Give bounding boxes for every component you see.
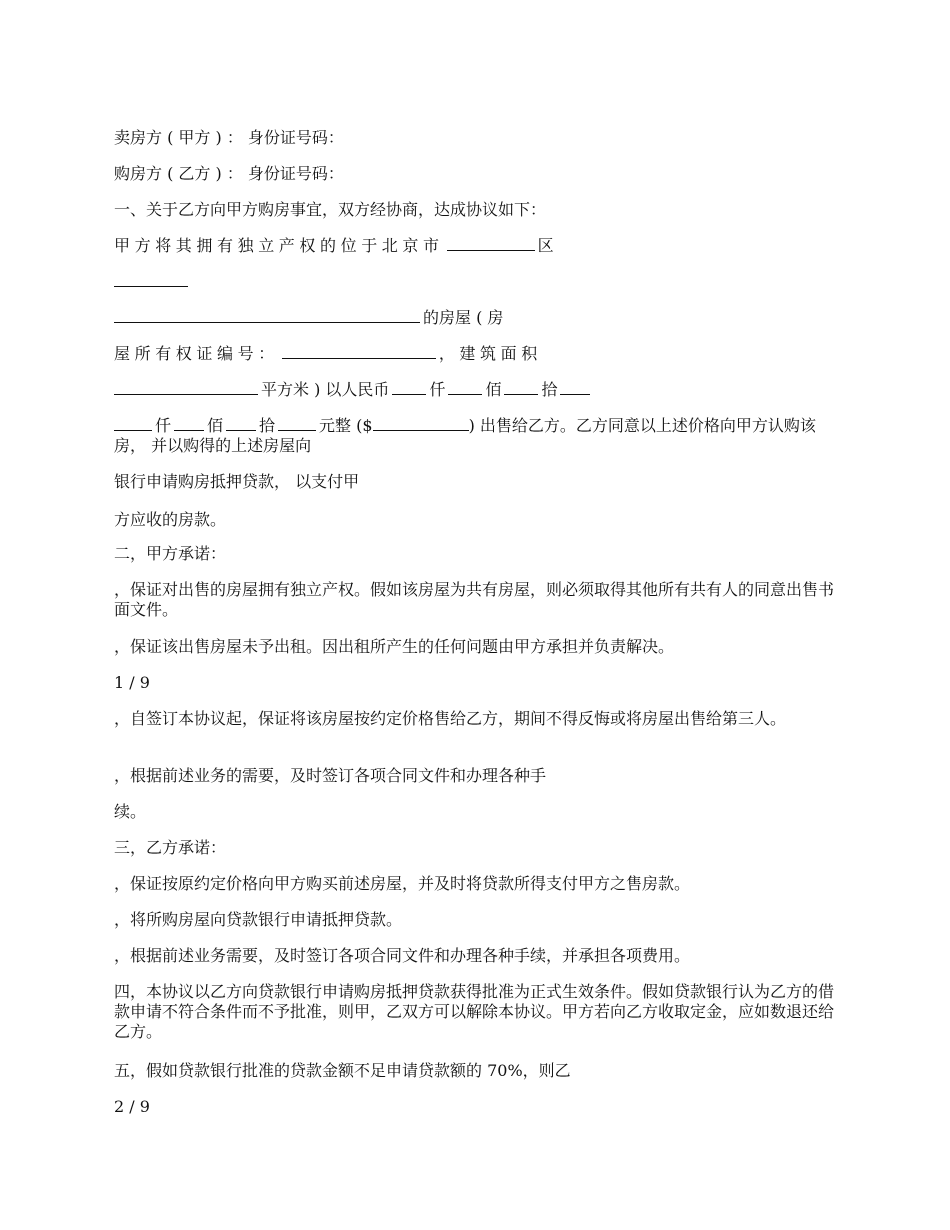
property-location-line	[114, 236, 554, 256]
buyer-line-text: 购房方 ( 乙方 ) ： 身份证号码：	[114, 164, 344, 183]
bank-apply-line	[114, 472, 359, 492]
seller-promise-2-text: ，保证该出售房屋未予出租。因出租所产生的任何问题由甲方承担并负责解决。	[114, 637, 675, 656]
bank-apply-text: 银行申请购房抵押贷款， 以支付甲	[114, 472, 360, 491]
seller-promise-3	[114, 709, 842, 729]
section2-title	[114, 544, 226, 564]
yuan-blank	[278, 416, 316, 431]
seller-line-text: 卖房方 ( 甲方 ) ： 身份证号码：	[114, 128, 344, 147]
buyer-promise-3-text: ，根据前述业务需要，及时签订各项合同文件和办理各种手续，并承担各项费用。	[114, 946, 691, 965]
seller-promise-1-text: ，保证对出售的房屋拥有独立产权。假如该房屋为共有房屋，则必须取得其他所有共有人的同意出售书面文件。	[114, 580, 835, 619]
price-line-2	[114, 416, 842, 456]
buyer-line	[114, 164, 344, 184]
district-label: 区	[537, 236, 554, 255]
shi-blank	[504, 380, 538, 395]
unit-bai: 佰	[485, 380, 502, 399]
usd-blank	[373, 416, 469, 431]
page-marker-1	[114, 673, 150, 693]
sale-clause-text: ) 出售给乙方。乙方同意以上述价格向甲方认购该房， 并以购得的上述房屋向	[114, 416, 816, 455]
unit-bai-2: 佰	[207, 416, 224, 435]
cert-line	[114, 344, 542, 364]
section3-title	[114, 838, 226, 858]
page-marker-2-text: 2 / 9	[114, 1097, 150, 1116]
address-blank	[114, 308, 420, 323]
section1-intro	[114, 200, 546, 220]
seller-promise-4	[114, 766, 546, 786]
street-blank-line	[114, 272, 191, 292]
area-blank	[114, 380, 258, 395]
area-label: ，建筑面积	[438, 344, 542, 363]
cert-no-blank	[282, 344, 436, 359]
section5-text: 五，假如贷款银行批准的贷款金额不足申请贷款额的 70%，则乙	[114, 1061, 571, 1080]
unit-qian: 仟	[429, 380, 446, 399]
seller-promise-4-text: ，根据前述业务的需要，及时签订各项合同文件和办理各种手	[114, 766, 547, 785]
unit-qian-2: 仟	[155, 416, 172, 435]
bai-blank-2	[174, 416, 204, 431]
buyer-promise-3	[114, 946, 690, 966]
buyer-promise-2	[114, 910, 402, 930]
unit-shi-2: 拾	[259, 416, 276, 435]
seller-promise-2	[114, 637, 674, 657]
seller-promise-4-cont	[114, 802, 146, 822]
section4	[114, 982, 842, 1042]
price-line-1	[114, 380, 593, 400]
street-blank	[114, 272, 188, 287]
unit-shi: 拾	[541, 380, 558, 399]
property-location-prefix: 甲方将其拥有独立产权的位于北京市	[114, 236, 444, 255]
section1-intro-text: 一、关于乙方向甲方购房事宜，双方经协商，达成协议如下：	[114, 200, 547, 219]
unit-yuan-zheng: 元整 ($	[319, 416, 373, 435]
house-label: 的房屋 ( 房	[423, 308, 504, 327]
seller-promise-4-cont-text: 续。	[114, 802, 147, 821]
payment-text: 方应收的房款。	[114, 510, 227, 529]
sqm-rmb-label: 平方米 ) 以人民币	[261, 380, 390, 399]
cert-no-label: 屋所有权证编号：	[114, 344, 279, 363]
buyer-promise-1	[114, 874, 690, 894]
district-blank	[447, 236, 535, 251]
payment-line	[114, 510, 226, 530]
seller-promise-1	[114, 580, 842, 620]
section3-title-text: 三，乙方承诺：	[114, 838, 227, 857]
section4-text: 四，本协议以乙方向贷款银行申请购房抵押贷款获得批准为正式生效条件。假如贷款银行认为乙方的借款申请不符合条件而不予批准，则甲，乙双方可以解除本协议。甲方若向乙方收取定金，应如数退还给乙方。	[114, 982, 835, 1041]
seller-promise-3-text: ，自签订本协议起，保证将该房屋按约定价格售给乙方，期间不得反悔或将房屋出售给第三人。	[114, 709, 787, 728]
qian-blank-2	[114, 416, 152, 431]
buyer-promise-1-text: ，保证按原约定价格向甲方购买前述房屋，并及时将贷款所得支付甲方之售房款。	[114, 874, 691, 893]
shi-blank-2	[226, 416, 256, 431]
seller-line	[114, 128, 344, 148]
house-line	[114, 308, 503, 328]
buyer-promise-2-text: ，将所购房屋向贷款银行申请抵押贷款。	[114, 910, 403, 929]
ones-blank	[560, 380, 590, 395]
section5	[114, 1061, 571, 1081]
section2-title-text: 二，甲方承诺：	[114, 544, 227, 563]
bai-blank	[448, 380, 482, 395]
page-marker-1-text: 1 / 9	[114, 673, 150, 692]
page-marker-2	[114, 1097, 150, 1117]
qian-blank	[392, 380, 426, 395]
